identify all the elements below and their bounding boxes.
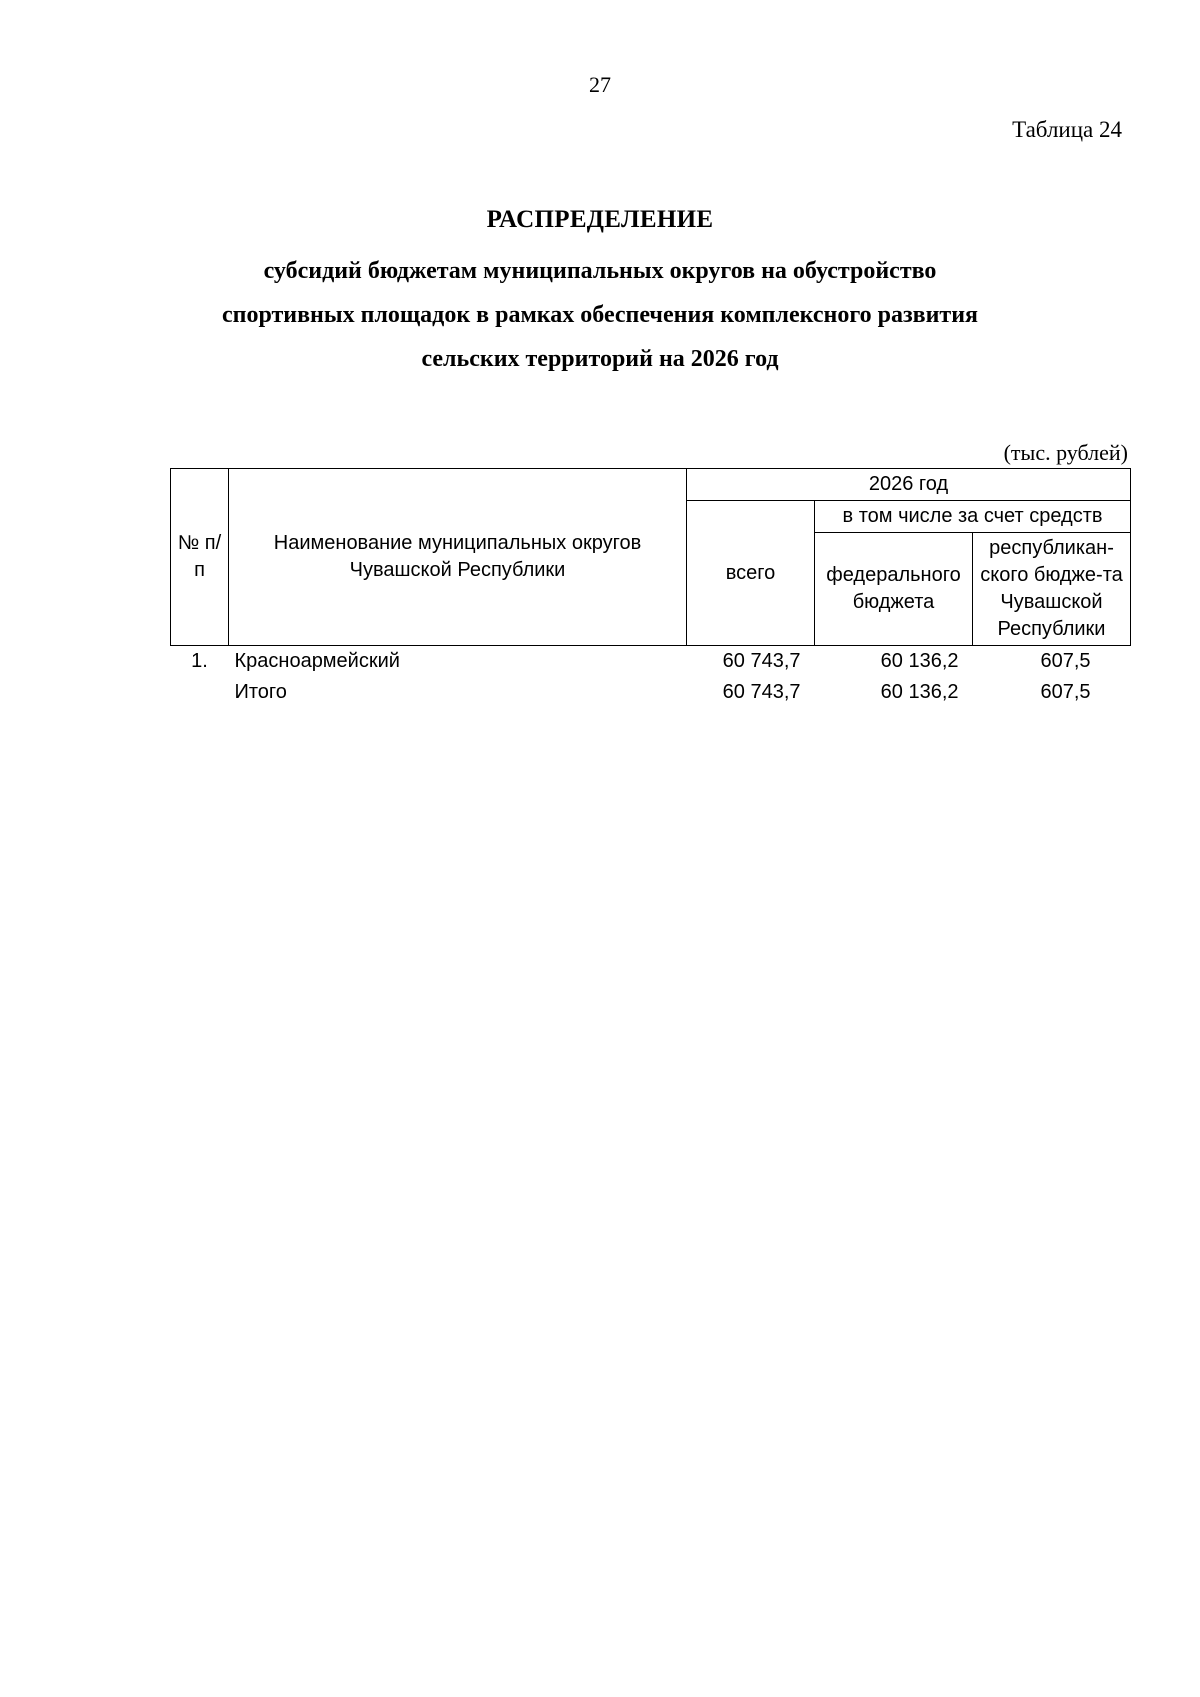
- row-federal: 60 136,2: [880, 650, 959, 672]
- table-row-total: [171, 677, 1131, 708]
- distribution-table: [170, 468, 1131, 708]
- header-num: № п/п: [171, 469, 229, 646]
- header-republican: республикан-ского бюдже-та Чувашской Республики: [973, 533, 1131, 646]
- header-including: в том числе за счет средств: [815, 501, 1131, 533]
- row-republican: 607,5: [1040, 650, 1091, 672]
- header-total: всего: [687, 501, 815, 646]
- table-label: Таблица 24: [1012, 117, 1122, 142]
- row-name: Красноармейский: [234, 650, 400, 672]
- page-number: 27: [589, 72, 611, 97]
- row-num: 1.: [191, 650, 208, 672]
- title-line-3: сельских территорий на 2026 год: [421, 346, 779, 372]
- row-num: [171, 677, 229, 708]
- row-total: 60 743,7: [722, 681, 801, 703]
- distribution-table-wrap: [170, 468, 1130, 708]
- title-line-2: спортивных площадок в рамках обеспечения комплексного развития: [221, 302, 979, 328]
- row-federal: 60 136,2: [880, 681, 959, 703]
- header-year: 2026 год: [687, 469, 1131, 501]
- header-federal: федерального бюджета: [815, 533, 973, 646]
- document-title: [150, 205, 1050, 381]
- units-label: (тыс. рублей): [1003, 440, 1128, 465]
- row-name: Итого: [234, 681, 287, 703]
- row-republican: 607,5: [1040, 681, 1091, 703]
- header-name: Наименование муниципальных округов Чувашской Республики: [229, 469, 687, 646]
- title-line-1: субсидий бюджетам муниципальных округов на обустройство: [263, 258, 937, 284]
- row-total: 60 743,7: [722, 650, 801, 672]
- table-row: [171, 646, 1131, 678]
- title-main: РАСПРЕДЕЛЕНИЕ: [486, 206, 714, 233]
